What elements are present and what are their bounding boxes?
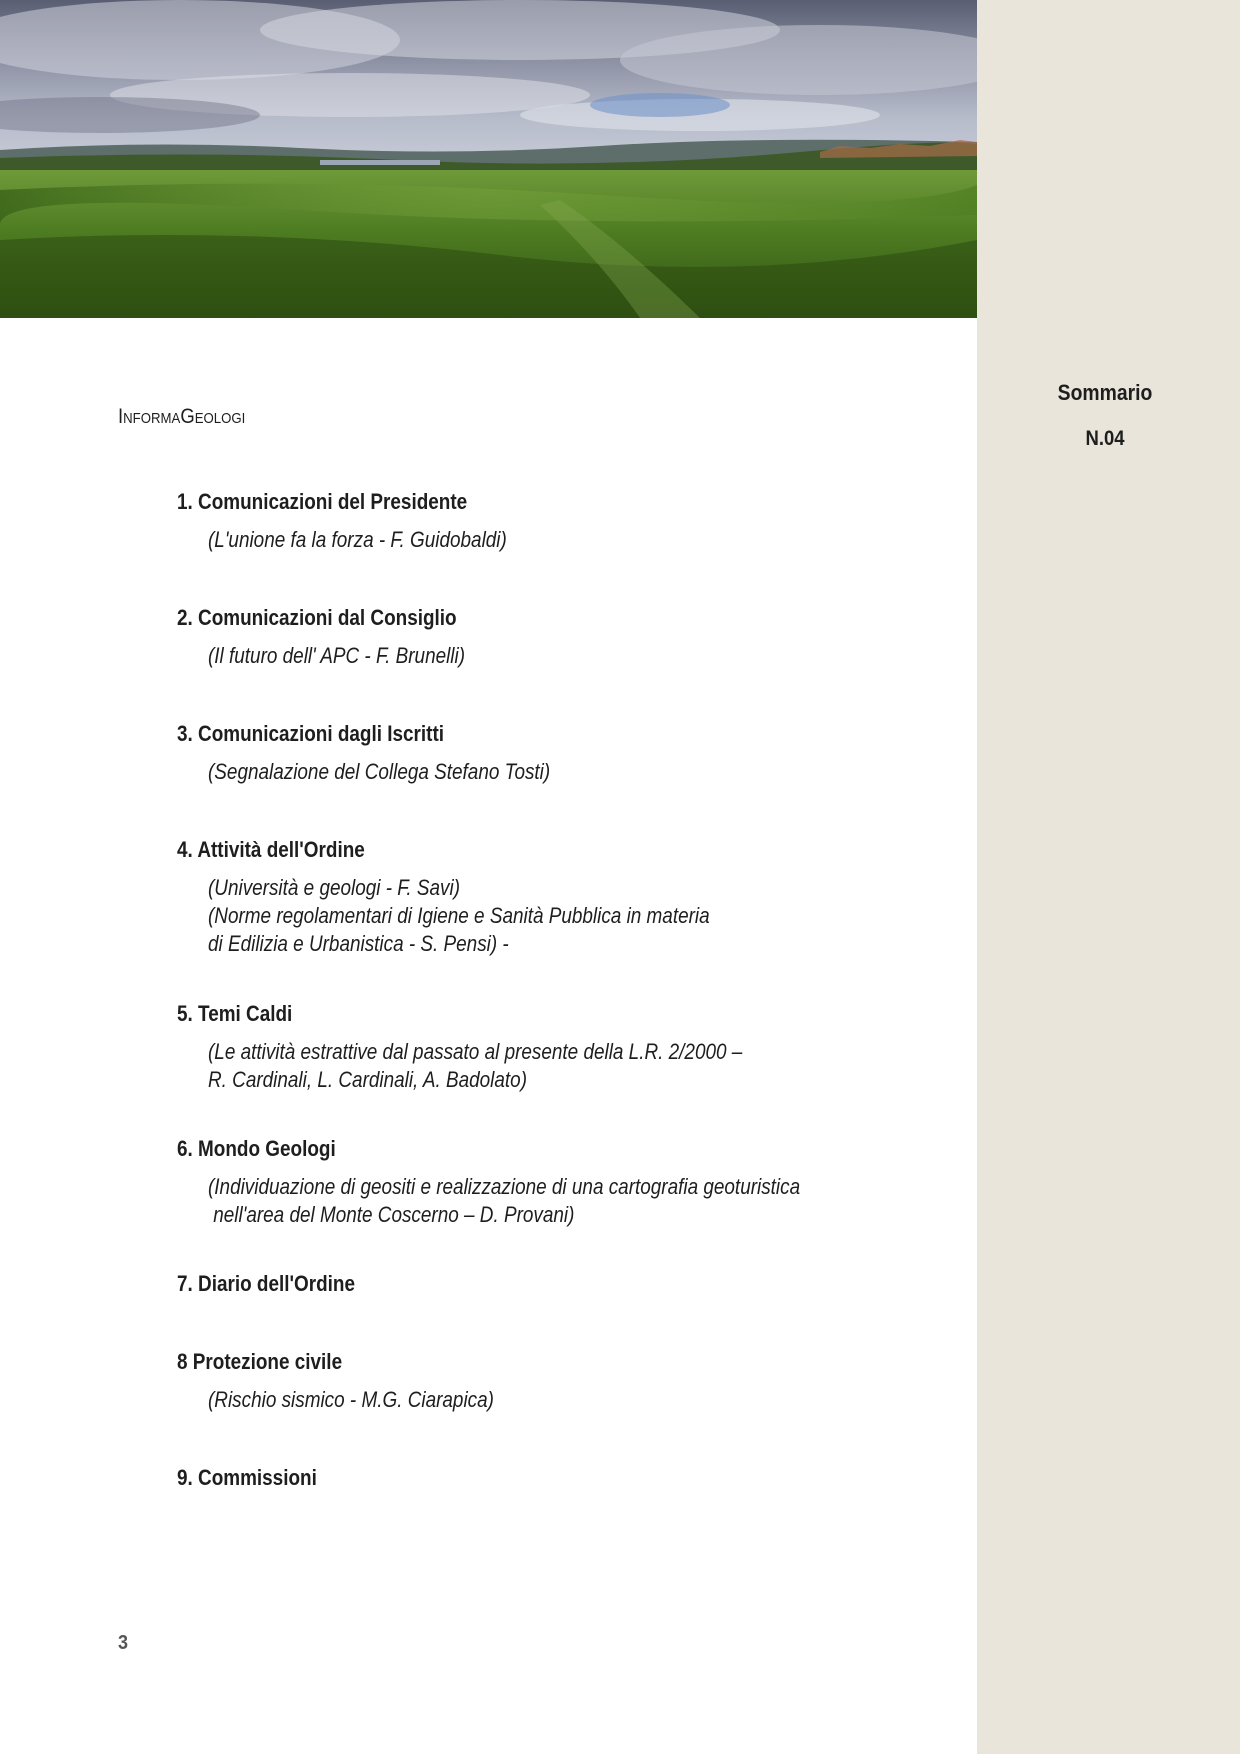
toc-heading: 1. Comunicazioni del Presidente: [177, 489, 468, 514]
toc-subtitle: (Segnalazione del Collega Stefano Tosti): [208, 759, 551, 784]
toc-subtitle: (Rischio sismico - M.G. Ciarapica): [208, 1387, 494, 1412]
toc-subtitle: (Individuazione di geositi e realizzazione di una cartografia geoturistica nell'area del Monte Coscerno – D. Provani): [208, 1174, 801, 1227]
toc-item: [177, 604, 937, 670]
landscape-image: [0, 0, 977, 318]
toc-subtitle: (Università e geologi - F. Savi) (Norme regolamentari di Igiene e Sanità Pubblica in materia di Edilizia e Urbanistica - S. Pensi) -: [208, 875, 710, 956]
toc-heading: 5. Temi Caldi: [177, 1001, 293, 1026]
toc-item: [177, 1270, 937, 1298]
toc-heading: 9. Commissioni: [177, 1465, 317, 1490]
issue-number: N.04: [1085, 427, 1125, 450]
sidebar-panel: [977, 0, 1240, 1754]
toc-heading: 4. Attività dell'Ordine: [177, 837, 365, 862]
page-number: 3: [118, 1632, 129, 1654]
toc-subtitle: (Il futuro dell' APC - F. Brunelli): [208, 643, 466, 668]
toc-heading: 3. Comunicazioni dagli Iscritti: [177, 721, 445, 746]
toc-subtitle: (L'unione fa la forza - F. Guidobaldi): [208, 527, 507, 552]
hero-landscape-photo: [0, 0, 977, 318]
toc-item: [177, 1348, 937, 1414]
toc-item: [177, 488, 937, 554]
toc-heading: 8 Protezione civile: [177, 1349, 343, 1374]
toc-item: [177, 1135, 937, 1229]
toc-item: [177, 1464, 937, 1492]
masthead-title: InformaGeologi: [118, 405, 246, 428]
toc-heading: 2. Comunicazioni dal Consiglio: [177, 605, 457, 630]
toc-item: [177, 1000, 937, 1094]
toc-heading: 6. Mondo Geologi: [177, 1136, 336, 1161]
toc-item: [177, 720, 937, 786]
toc-subtitle: (Le attività estrattive dal passato al presente della L.R. 2/2000 – R. Cardinali, L. Cardinali, A. Badolato): [208, 1039, 743, 1092]
sidebar-title: Sommario: [1057, 380, 1153, 405]
toc-heading: 7. Diario dell'Ordine: [177, 1271, 355, 1296]
toc-item: [177, 836, 937, 958]
